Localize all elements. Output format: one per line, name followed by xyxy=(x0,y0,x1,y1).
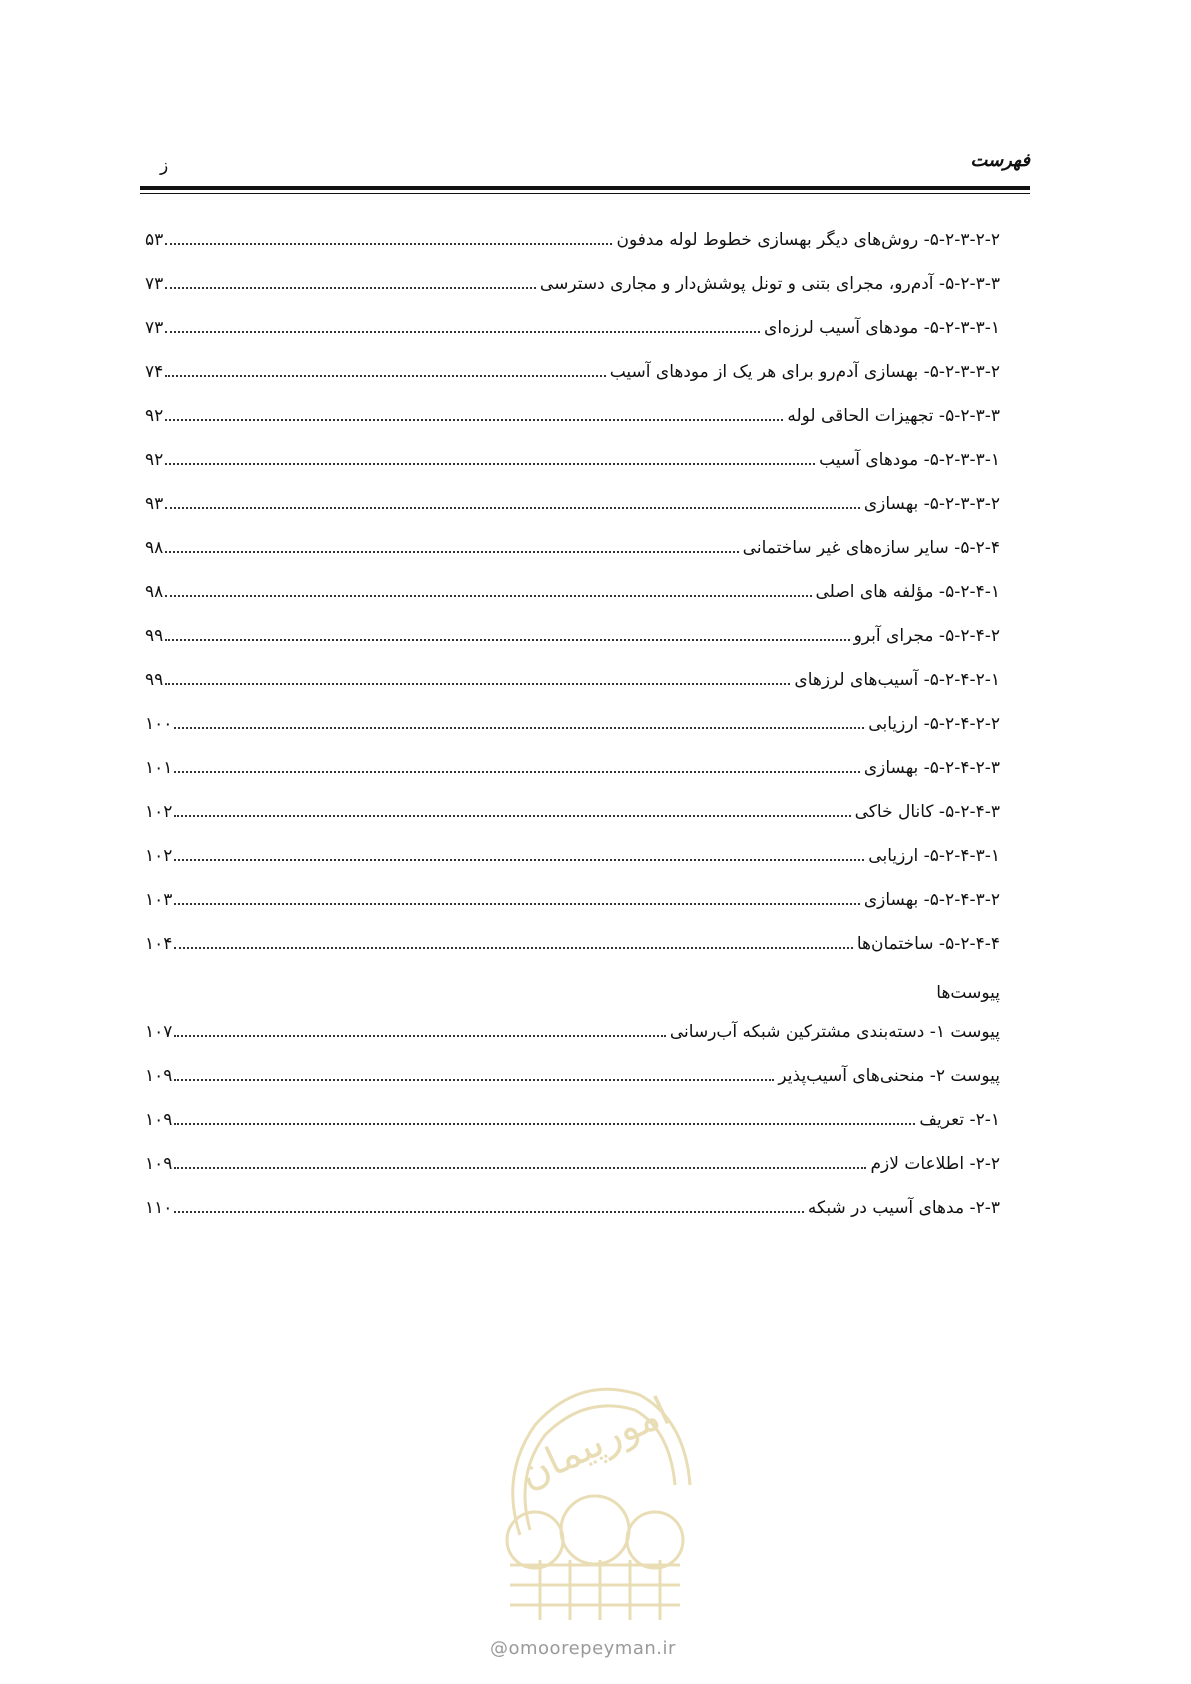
toc-entry-title: پیوست ۱- دسته‌بندی مشترکین شبکه آب‌رسانی xyxy=(669,1022,1000,1042)
toc-dot-leader xyxy=(174,1167,866,1169)
toc-entry[interactable] xyxy=(145,758,1000,802)
appendix-heading: پیوست‌ها xyxy=(936,983,1000,1003)
toc-dot-leader xyxy=(165,243,612,245)
toc-entry[interactable] xyxy=(145,582,1000,626)
toc-entry-page: ۱۰۲ xyxy=(145,802,173,822)
toc-entry[interactable] xyxy=(145,934,1000,978)
toc-entry-page: ۱۰۹ xyxy=(145,1154,173,1174)
toc-entry[interactable] xyxy=(145,494,1000,538)
page-header xyxy=(140,150,1030,190)
toc-entry-page: ۱۱۰ xyxy=(145,1198,173,1218)
toc-dot-leader xyxy=(174,815,850,817)
toc-entry-page: ۹۳ xyxy=(145,494,164,514)
toc-dot-leader xyxy=(165,419,783,421)
page-number: ز xyxy=(160,156,169,176)
toc-entry[interactable] xyxy=(145,406,1000,450)
toc-entry[interactable] xyxy=(145,318,1000,362)
toc-entry[interactable] xyxy=(145,714,1000,758)
toc-entry-title: ۵-۲-۳-۳-۱- مودهای آسیب لرزه‌ای xyxy=(764,318,1000,338)
toc-dot-leader xyxy=(165,287,536,289)
header-rule-thick xyxy=(140,186,1030,190)
toc-entry-title: ۵-۲-۴-۱- مؤلفه های اصلی xyxy=(815,582,1000,602)
toc-entry[interactable] xyxy=(145,1110,1000,1154)
toc-entry-title: ۵-۲-۳-۳- تجهیزات الحاقی لوله xyxy=(787,406,1000,426)
toc-entry-title: ۵-۲-۳-۲-۲- روش‌های دیگر بهسازی خطوط لوله مدفون xyxy=(616,230,1000,250)
toc-entry-title: ۵-۲-۳-۳-۲- بهسازی xyxy=(863,494,1000,514)
toc-entry[interactable] xyxy=(145,1154,1000,1198)
toc-entry-title: ۲-۱- تعریف xyxy=(919,1110,1000,1130)
header-title: فهرست xyxy=(970,150,1030,171)
toc-entry-page: ۱۰۲ xyxy=(145,846,173,866)
toc-entry-page: ۱۰۱ xyxy=(145,758,173,778)
watermark-seal-text: امورپیمان xyxy=(512,1388,677,1498)
toc-entry-title: ۵-۲-۴-۲-۱- آسیب‌های لرزهای xyxy=(794,670,1000,690)
toc-entry-title: پیوست ۲- منحنی‌های آسیب‌پذیر xyxy=(778,1066,1000,1086)
toc-entry-page: ۹۸ xyxy=(145,538,164,558)
toc-entry-page: ۹۲ xyxy=(145,406,164,426)
toc-entry-page: ۷۴ xyxy=(145,362,164,382)
toc-dot-leader xyxy=(165,463,815,465)
toc-entry-page: ۵۳ xyxy=(145,230,164,250)
toc-entry[interactable] xyxy=(145,450,1000,494)
toc-entry-title: ۵-۲-۳-۳-۲- بهسازی آدم‌رو برای هر یک از مودهای آسیب xyxy=(609,362,1000,382)
toc-dot-leader xyxy=(165,683,790,685)
toc-entry[interactable] xyxy=(145,538,1000,582)
toc-entry-title: ۲-۲- اطلاعات لازم xyxy=(870,1154,1000,1174)
toc-dot-leader xyxy=(165,595,811,597)
toc-entry-title: ۵-۲-۴-۲- مجرای آبرو xyxy=(853,626,1000,646)
toc-entry-page: ۷۳ xyxy=(145,274,164,294)
toc-dot-leader xyxy=(165,331,760,333)
toc-dot-leader xyxy=(174,1035,665,1037)
toc-entry[interactable] xyxy=(145,362,1000,406)
toc-entry-title: ۵-۲-۴-۳-۱- ارزیابی xyxy=(868,846,1000,866)
header-rule-thin xyxy=(140,193,1030,194)
toc-entry[interactable] xyxy=(145,626,1000,670)
toc-entry[interactable] xyxy=(145,230,1000,274)
toc-entry-page: ۱۰۹ xyxy=(145,1066,173,1086)
toc-entry[interactable] xyxy=(145,670,1000,714)
toc-entry-title: ۵-۲-۴-۲-۲- ارزیابی xyxy=(868,714,1000,734)
toc-dot-leader xyxy=(174,859,864,861)
toc-dot-leader xyxy=(174,1211,804,1213)
toc-entry-title: ۵-۲-۴-۲-۳- بهسازی xyxy=(863,758,1000,778)
toc-entry[interactable] xyxy=(145,802,1000,846)
toc-dot-leader xyxy=(165,507,860,509)
toc-entry[interactable] xyxy=(145,1066,1000,1110)
toc-entry-title: ۵-۲-۳-۳-۱- مودهای آسیب xyxy=(819,450,1000,470)
toc-dot-leader xyxy=(165,639,849,641)
toc-entry-page: ۱۰۰ xyxy=(145,714,173,734)
toc-dot-leader xyxy=(174,727,864,729)
watermark-site: @omoorepeyman.ir xyxy=(490,1638,676,1659)
toc-entry[interactable] xyxy=(145,890,1000,934)
toc-entry-page: ۹۹ xyxy=(145,670,164,690)
toc-dot-leader xyxy=(174,903,859,905)
toc-entry-page: ۱۰۷ xyxy=(145,1022,173,1042)
watermark-seal xyxy=(480,1365,710,1625)
toc-entry[interactable] xyxy=(145,274,1000,318)
toc-dot-leader xyxy=(165,375,605,377)
toc-entry-title: ۵-۲-۴- سایر سازه‌های غیر ساختمانی xyxy=(742,538,1000,558)
toc-entry-page: ۱۰۴ xyxy=(145,934,173,954)
toc-entry-page: ۱۰۹ xyxy=(145,1110,173,1130)
toc-entry-title: ۵-۲-۳-۳- آدم‌رو، مجرای بتنی و تونل پوشش‌دار و مجاری دسترسی xyxy=(539,274,1000,294)
toc-dot-leader xyxy=(174,1123,915,1125)
toc-entry-page: ۱۰۳ xyxy=(145,890,173,910)
toc-entry-page: ۹۸ xyxy=(145,582,164,602)
toc-entry-title: ۵-۲-۴-۴- ساختمان‌ها xyxy=(856,934,1000,954)
toc-entry-title: ۲-۳- مدهای آسیب در شبکه xyxy=(807,1198,1000,1218)
toc-entry-page: ۹۹ xyxy=(145,626,164,646)
toc-dot-leader xyxy=(174,771,859,773)
toc-entry[interactable] xyxy=(145,1022,1000,1066)
toc-entry-page: ۷۳ xyxy=(145,318,164,338)
table-of-contents xyxy=(145,230,1000,1242)
toc-entry-page: ۹۲ xyxy=(145,450,164,470)
toc-entry-title: ۵-۲-۴-۳- کانال خاکی xyxy=(854,802,1000,822)
toc-entry-title: ۵-۲-۴-۳-۲- بهسازی xyxy=(863,890,1000,910)
toc-dot-leader xyxy=(174,1079,774,1081)
toc-entry[interactable] xyxy=(145,1198,1000,1242)
toc-dot-leader xyxy=(174,947,852,949)
toc-dot-leader xyxy=(165,551,738,553)
toc-entry[interactable] xyxy=(145,846,1000,890)
